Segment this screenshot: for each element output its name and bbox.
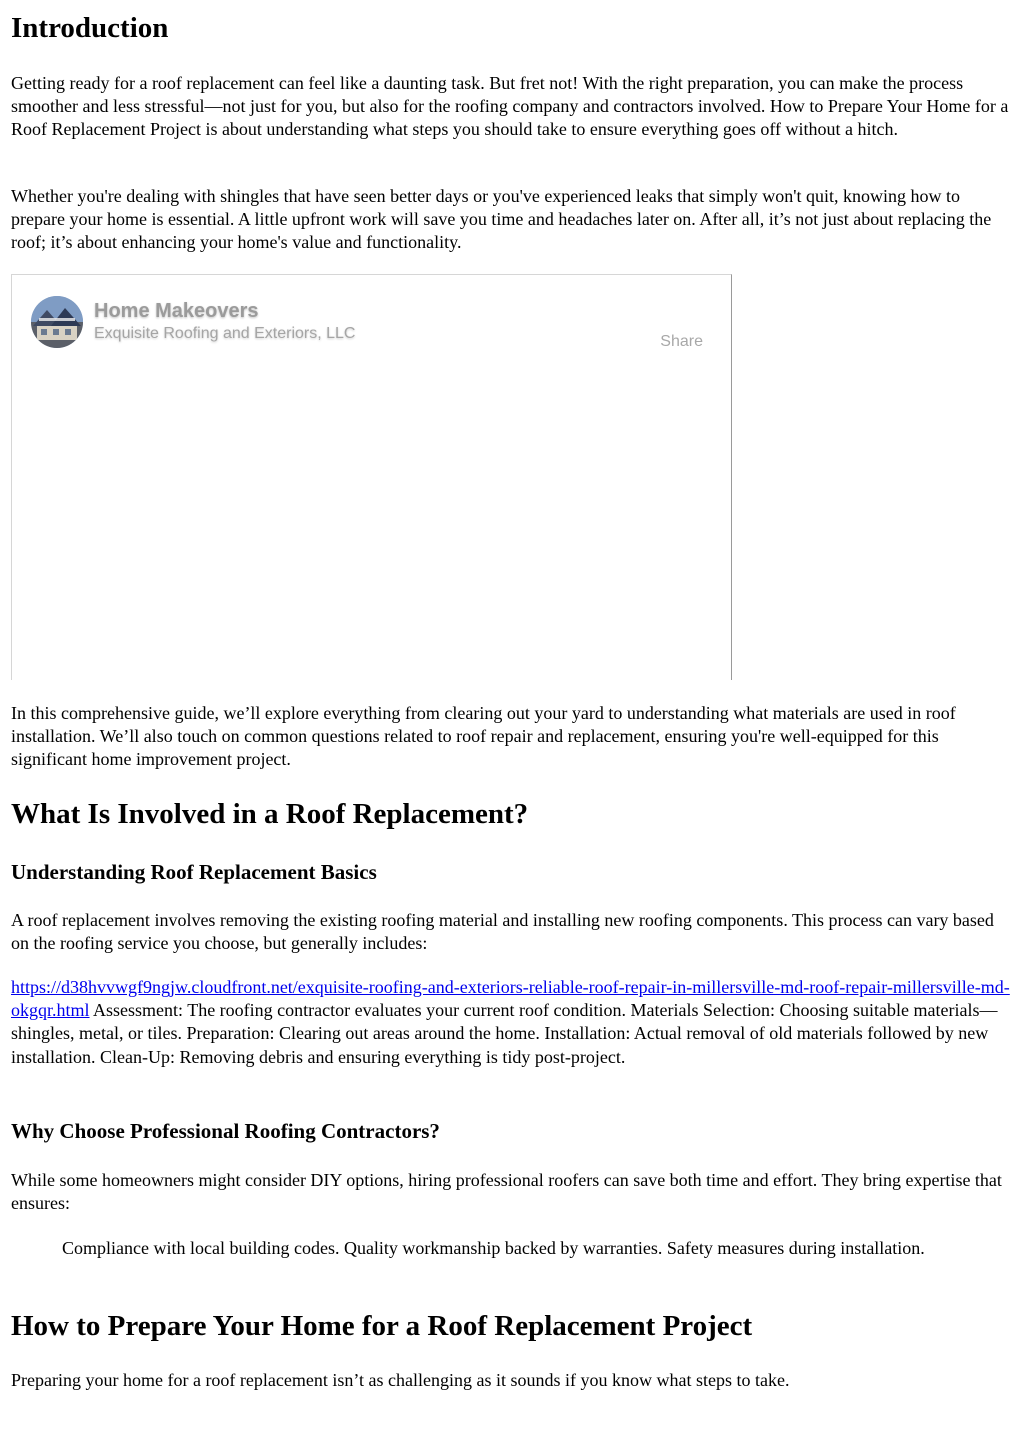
reference-link[interactable]: https://d38hvvwgf9ngjw.cloudfront.net/exquisite-roofing-and-exteriors-reliable-roof-repair-in-millersville-md-roof-repair-millersville-md-okgqr.html xyxy=(11,977,1010,1021)
video-title[interactable]: Home Makeovers xyxy=(94,300,259,322)
prepare-paragraph: Preparing your home for a roof replacement isn’t as challenging as it sounds if you know what steps to take. xyxy=(11,1370,790,1390)
house-thumbnail-icon xyxy=(31,296,83,348)
heading-introduction: Introduction xyxy=(11,12,169,44)
heading-roof-replacement-involved: What Is Involved in a Roof Replacement? xyxy=(11,798,529,830)
channel-avatar[interactable] xyxy=(31,296,83,348)
intro-paragraph-2: Whether you're dealing with shingles that have seen better days or you've experienced leaks that simply won't quit, knowing how to prepare your home is essential. A little upfront work will save you time and headaches later on. After all, it’s not just about replacing the roof; it’s about enhancing your home's value and functionality. xyxy=(11,186,992,253)
intro-paragraph-1: Getting ready for a roof replacement can feel like a daunting task. But fret not! With the right preparation, you can make the process smoother and less stressful—not just for you, but also for the roofing company and contractors involved. How to Prepare Your Home for a Roof Replacement Project is about understanding what steps you should take to ensure everything goes off without a hitch. xyxy=(11,73,1009,140)
guide-paragraph: In this comprehensive guide, we’ll explore everything from clearing out your yard to understanding what materials are used in roof installation. We’ll also touch on common questions related to roof repair and replacement, ensuring you're well-equipped for this significant home improvement project. xyxy=(11,703,956,770)
professional-paragraph: While some homeowners might consider DIY options, hiring professional roofers can save both time and effort. They bring expertise that ensures: xyxy=(11,1170,1002,1214)
video-embed[interactable] xyxy=(11,274,732,680)
share-button[interactable]: Share xyxy=(660,333,703,350)
subheading-basics: Understanding Roof Replacement Basics xyxy=(11,860,377,884)
subheading-professional: Why Choose Professional Roofing Contractors? xyxy=(11,1119,440,1143)
steps-text: Assessment: The roofing contractor evaluates your current roof condition. Materials Selection: Choosing suitable materials—shingles, metal, or tiles. Preparation: Clearing out areas around the home. Installation: Actual removal of old materials followed by new installation. Clean-Up: Removing debris and ensuring everything is tidy post-project. xyxy=(11,1000,998,1067)
benefits-quote: Compliance with local building codes. Quality workmanship backed by warranties. Safety measures during installation. xyxy=(62,1238,925,1258)
steps-paragraph xyxy=(11,976,1016,1069)
video-channel[interactable]: Exquisite Roofing and Exteriors, LLC xyxy=(94,325,356,342)
basics-paragraph: A roof replacement involves removing the existing roofing material and installing new roofing components. This process can vary based on the roofing service you choose, but generally includes: xyxy=(11,910,994,954)
heading-prepare-home: How to Prepare Your Home for a Roof Replacement Project xyxy=(11,1310,753,1342)
